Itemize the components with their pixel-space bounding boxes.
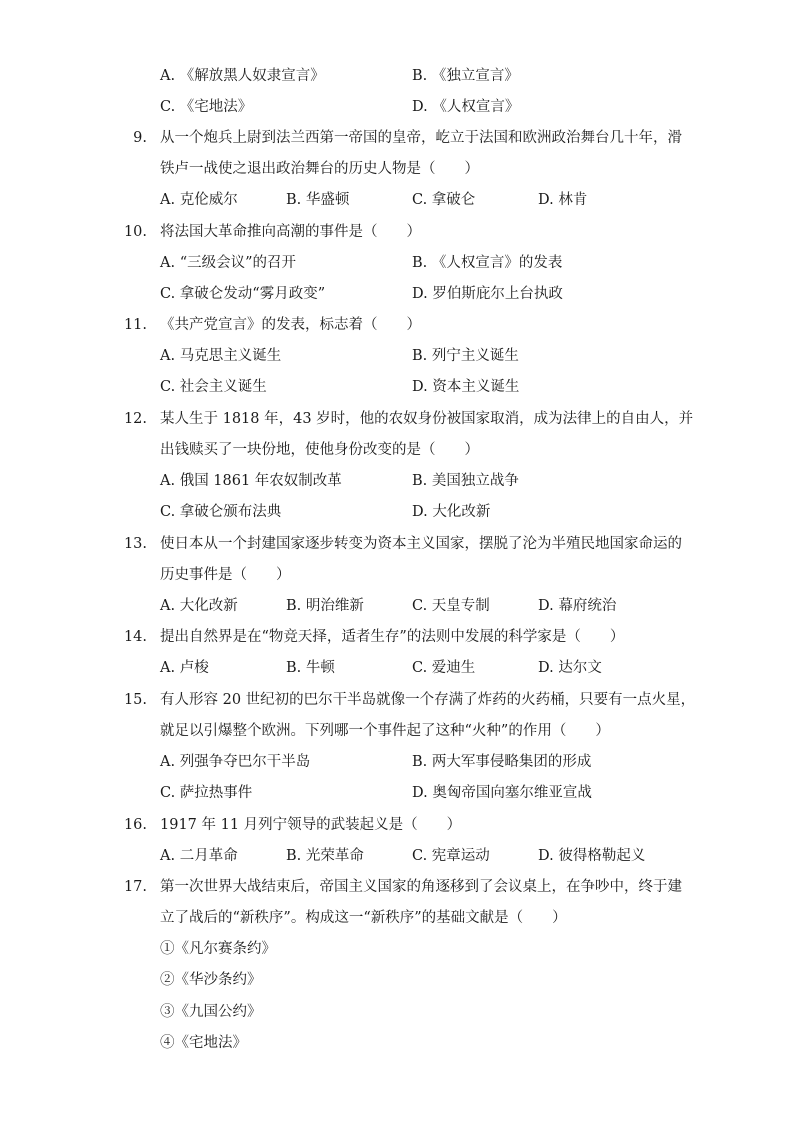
q10-option-c: C. 拿破仑发动“雾月政变” [160,286,326,302]
q9-option-c: C. 拿破仑 [412,192,476,208]
q12-option-d: D. 大化改新 [412,504,491,520]
q13-stem-line1: 使日本从一个封建国家逐步转变为资本主义国家，摆脱了沦为半殖民地国家命运的 [160,536,682,552]
q9-stem-line1: 从一个炮兵上尉到法兰西第一帝国的皇帝，屹立于法国和欧洲政治舞台几十年，滑 [160,130,682,146]
q14-stem-line1: 提出自然界是在“物竞天择，适者生存”的法则中发展的科学家是（ ） [160,629,625,645]
q8-option-a: A. 《解放黑人奴隶宣言》 [160,68,325,84]
q15-option-d: D. 奥匈帝国向塞尔维亚宣战 [412,785,592,801]
question-number: 12. [123,411,147,427]
q17-stem-line1: 第一次世界大战结束后，帝国主义国家的角逐移到了会议桌上，在争吵中，终于建 [160,879,682,895]
q10-option-b: B. 《人权宣言》的发表 [412,255,563,271]
q15-option-b: B. 两大军事侵略集团的形成 [412,754,592,770]
q13-option-b: B. 明治维新 [286,598,364,614]
q15-stem-line2: 就足以引爆整个欧洲。下列哪一个事件起了这种“火种”的作用（ ） [160,723,610,739]
question-number: 14. [123,629,147,645]
q11-option-d: D. 资本主义诞生 [412,379,520,395]
q13-option-c: C. 天皇专制 [412,598,490,614]
q12-option-a: A. 俄国 1861 年农奴制改革 [160,473,342,489]
q14-option-c: C. 爱迪生 [412,660,476,676]
q13-option-a: A. 大化改新 [160,598,238,614]
q9-stem-line2: 铁卢一战使之退出政治舞台的历史人物是（ ） [160,161,479,177]
q16-option-a: A. 二月革命 [160,848,238,864]
q10-option-d: D. 罗伯斯庇尔上台执政 [412,286,563,302]
q11-option-c: C. 社会主义诞生 [160,379,267,395]
q12-option-b: B. 美国独立战争 [412,473,519,489]
question-number: 15. [123,692,147,708]
q14-option-d: D. 达尔文 [538,660,602,676]
q17-item-1: ①《凡尔赛条约》 [160,941,276,957]
q16-option-b: B. 光荣革命 [286,848,364,864]
q16-stem-line1: 1917 年 11 月列宁领导的武装起义是（ ） [160,817,462,833]
q12-stem-line2: 出钱赎买了一块份地，使他身份改变的是（ ） [160,442,479,458]
q9-option-a: A. 克伦威尔 [160,192,238,208]
question-number: 10. [123,224,147,240]
q17-stem-line2: 立了战后的“新秩序”。构成这一“新秩序”的基础文献是（ ） [160,910,567,926]
q10-option-a: A. “三级会议”的召开 [160,255,297,271]
question-number: 9. [133,130,147,146]
q12-stem-line1: 某人生于 1818 年，43 岁时，他的农奴身份被国家取消，成为法律上的自由人，并 [160,411,694,427]
question-number: 17. [123,879,147,895]
q17-item-2: ②《华沙条约》 [160,972,262,988]
q15-option-c: C. 萨拉热事件 [160,785,253,801]
q11-option-b: B. 列宁主义诞生 [412,348,519,364]
question-number: 13. [123,536,147,552]
q11-option-a: A. 马克思主义诞生 [160,348,282,364]
q13-stem-line2: 历史事件是（ ） [160,567,291,583]
q14-option-b: B. 牛顿 [286,660,335,676]
q17-item-3: ③《九国公约》 [160,1004,262,1020]
q8-option-b: B. 《独立宣言》 [412,68,519,84]
q8-option-c: C. 《宅地法》 [160,99,253,115]
q9-option-d: D. 林肯 [538,192,588,208]
question-number: 11. [123,317,147,333]
q15-stem-line1: 有人形容 20 世纪初的巴尔干半岛就像一个存满了炸药的火药桶，只要有一点火星， [160,692,696,708]
question-number: 16. [123,817,147,833]
q14-option-a: A. 卢梭 [160,660,209,676]
q12-option-c: C. 拿破仑颁布法典 [160,504,282,520]
q13-option-d: D. 幕府统治 [538,598,617,614]
q16-option-d: D. 彼得格勒起义 [538,848,646,864]
q17-item-4: ④《宅地法》 [160,1035,247,1051]
q15-option-a: A. 列强争夺巴尔干半岛 [160,754,311,770]
q9-option-b: B. 华盛顿 [286,192,350,208]
q16-option-c: C. 宪章运动 [412,848,490,864]
q8-option-d: D. 《人权宣言》 [412,99,520,115]
q11-stem-line1: 《共产党宣言》的发表，标志着（ ） [160,317,421,333]
q10-stem-line1: 将法国大革命推向高潮的事件是（ ） [160,224,421,240]
